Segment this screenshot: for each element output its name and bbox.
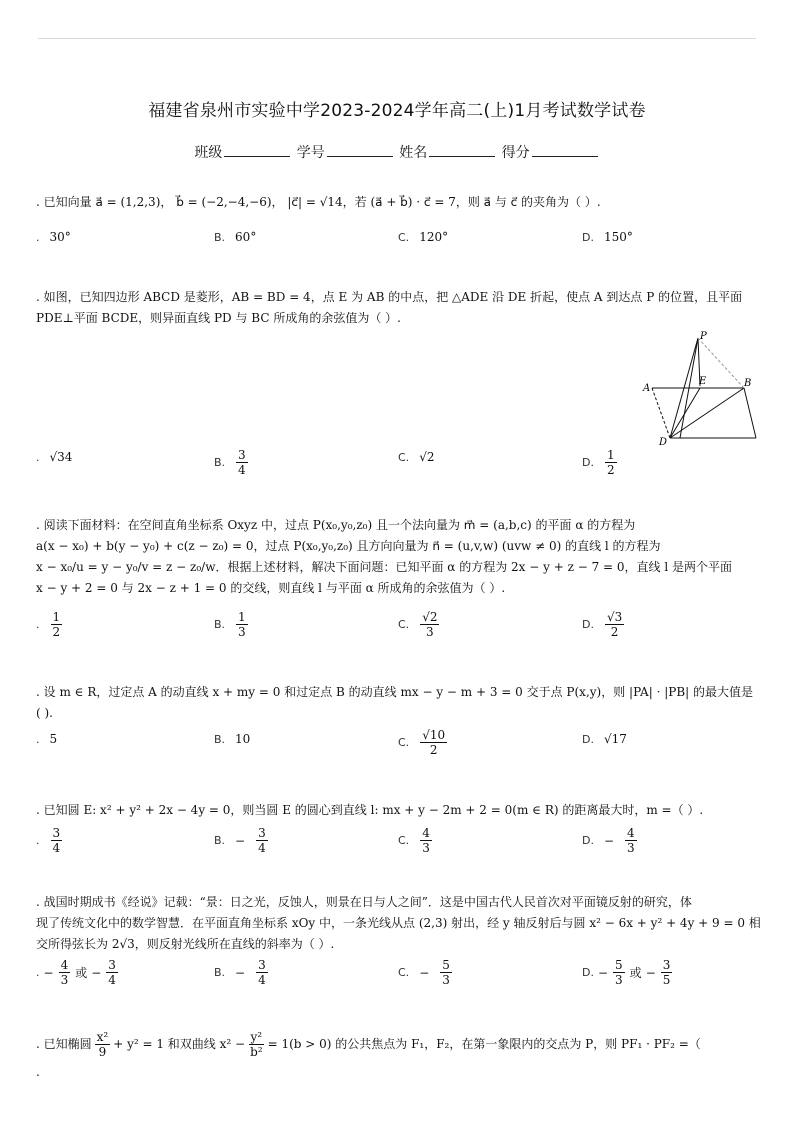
question-7-line-2: .	[36, 1065, 40, 1079]
option-label: C.	[398, 230, 410, 244]
option-a[interactable]	[36, 826, 63, 855]
question-6-options	[36, 958, 776, 994]
question-5-options	[36, 826, 776, 862]
question-6-line-3: 交所得弦长为 2√3，则反射光线所在直线的斜率为（ ）.	[36, 937, 335, 951]
option-label: D.	[582, 834, 594, 847]
option-b[interactable]	[214, 610, 249, 639]
option-a[interactable]	[36, 732, 57, 746]
option-fraction: $\frac{4}{3}$	[422, 826, 430, 855]
option-d[interactable]	[582, 826, 638, 855]
option-sign: −	[603, 833, 615, 848]
option-fraction: $\frac{3}{5}$	[662, 958, 671, 987]
question-7-continuation	[36, 1062, 40, 1083]
question-7	[36, 1030, 701, 1059]
point-label-p: P	[700, 331, 707, 342]
student-number-label: 学号	[296, 145, 325, 161]
question-6	[36, 892, 761, 955]
option-sign: −	[43, 965, 54, 980]
page-title: 福建省泉州市实验中学2023-2024学年高二(上)1月考试数学试卷	[148, 101, 646, 121]
question-4-options	[36, 728, 776, 764]
option-fraction: $\frac{1}{2}$	[606, 448, 615, 477]
name-blank[interactable]	[429, 144, 495, 157]
option-label: D.	[582, 618, 594, 631]
option-value: √34	[49, 450, 73, 464]
option-d[interactable]	[582, 448, 618, 477]
question-1-text: . 已知向量 a⃗ = (1,2,3)， b⃗ = (−2,−4,−6)， |c⃗| = √14，若 (a⃗ + b⃗) · c⃗ = 7，则 a⃗ 与 c⃗ 的夹角为（ ）.	[36, 195, 601, 209]
option-a[interactable]	[36, 450, 72, 464]
option-label: C.	[398, 450, 410, 464]
ellipse-fraction: $\frac{\text{x²}}{9}$	[96, 1030, 109, 1059]
option-sign: −	[235, 965, 246, 980]
option-value: 10	[235, 732, 251, 746]
score-blank[interactable]	[532, 144, 598, 157]
option-label: .	[36, 450, 40, 464]
option-sign: −	[235, 833, 246, 848]
option-label: .	[36, 230, 40, 244]
question-5	[36, 800, 703, 821]
option-label: .	[36, 966, 40, 979]
class-blank[interactable]	[224, 144, 290, 157]
option-c[interactable]	[398, 728, 448, 757]
question-3-options	[36, 610, 776, 646]
student-number-blank[interactable]	[327, 144, 393, 157]
option-fraction: $\frac{1}{3}$	[238, 610, 246, 639]
option-b[interactable]	[214, 826, 269, 855]
option-value: √2	[419, 450, 435, 464]
option-d[interactable]	[582, 732, 627, 746]
option-c[interactable]	[398, 826, 433, 855]
option-a[interactable]	[36, 958, 119, 987]
option-label: B.	[214, 732, 226, 746]
question-7-pre: . 已知椭圆	[36, 1037, 92, 1051]
option-c[interactable]	[398, 610, 440, 639]
option-label: D.	[582, 732, 594, 746]
option-fraction: $\frac{5}{3}$	[615, 958, 623, 987]
point-label-e: E	[699, 376, 707, 387]
option-value: 120°	[419, 230, 449, 244]
option-d[interactable]	[582, 230, 633, 244]
class-label: 班级	[194, 145, 223, 161]
option-value: 30°	[49, 230, 71, 244]
question-3-line-4: x − y + 2 = 0 与 2x − z + 1 = 0 的交线，则直线 l 与平面 α 所成角的余弦值为（ ）.	[36, 581, 506, 595]
option-fraction: $\frac{5}{3}$	[442, 958, 450, 987]
option-a[interactable]	[36, 610, 63, 639]
or-word: 或	[75, 966, 88, 980]
question-2-options	[36, 448, 776, 484]
option-fraction: $\frac{3}{4}$	[258, 958, 266, 987]
student-info-line	[0, 142, 794, 162]
option-sign: −	[597, 965, 609, 980]
header-rule	[38, 38, 756, 39]
question-2-line-1: . 如图，已知四边形 ABCD 是菱形，AB = BD = 4，点 E 为 AB 的中点，把 △ADE 沿 DE 折起，使点 A 到达点 P 的位置，且平面	[36, 290, 743, 304]
option-d[interactable]	[582, 610, 625, 639]
option-label: B.	[214, 618, 226, 631]
option-value: √17	[603, 732, 627, 746]
question-1-options	[36, 230, 776, 266]
option-b[interactable]	[214, 448, 249, 477]
question-2-line-2: PDE⊥平面 BCDE，则异面直线 PD 与 BC 所成角的余弦值为（ ）.	[36, 311, 401, 325]
option-b[interactable]	[214, 732, 250, 746]
question-4	[36, 682, 753, 724]
point-label-a: A	[643, 383, 651, 394]
hyperbola-fraction: $\frac{\text{y²}}{\text{b²}}$	[250, 1030, 263, 1059]
option-fraction: $\frac{√2}{3}$	[422, 610, 438, 639]
option-sign: −	[645, 965, 656, 980]
option-label: B.	[214, 456, 226, 469]
option-fraction: $\frac{4}{3}$	[60, 958, 69, 987]
option-label: B.	[214, 966, 226, 979]
question-4-line-2: ( ).	[36, 706, 53, 720]
option-label: B.	[214, 834, 226, 847]
option-fraction: $\frac{3}{4}$	[52, 826, 61, 855]
option-label: C.	[398, 966, 410, 979]
score-label: 得分	[501, 145, 530, 161]
option-label: C.	[398, 618, 410, 631]
option-fraction: $\frac{3}{4}$	[238, 448, 246, 477]
option-label: D.	[582, 230, 594, 244]
option-value: 150°	[603, 230, 633, 244]
question-4-line-1: . 设 m ∈ R，过定点 A 的动直线 x + my = 0 和过定点 B 的动直线 mx − y − m + 3 = 0 交于点 P(x,y)，则 |PA| · |PB| 的最大值是	[36, 685, 753, 699]
option-value: 60°	[235, 230, 257, 244]
option-c[interactable]	[398, 230, 448, 244]
question-6-line-2: 现了传统文化中的数学智慧．在平面直角坐标系 xOy 中，一条光线从点 (2,3) 射出，经 y 轴反射后与圆 x² − 6x + y² + 4y + 9 = 0 相	[36, 916, 761, 930]
question-3-line-1: . 阅读下面材料：在空间直角坐标系 Oxyz 中，过点 P(x₀,y₀,z₀) 且一个法向量为 m⃗ = (a,b,c) 的平面 α 的方程为	[36, 518, 636, 532]
question-3	[36, 515, 732, 599]
point-label-b: B	[744, 378, 752, 389]
option-a[interactable]	[36, 230, 71, 244]
option-label: D.	[582, 456, 594, 469]
option-c[interactable]	[398, 450, 434, 464]
option-label: C.	[398, 834, 410, 847]
option-label: .	[36, 834, 40, 847]
question-2	[36, 287, 742, 329]
option-sign: −	[419, 965, 430, 980]
option-fraction: $\frac{3}{4}$	[108, 958, 116, 987]
option-d[interactable]	[582, 958, 673, 987]
option-fraction: $\frac{√10}{2}$	[422, 728, 446, 757]
name-label: 姓名	[399, 145, 428, 161]
option-label: C.	[398, 736, 410, 749]
or-word: 或	[629, 966, 642, 980]
option-label: .	[36, 732, 40, 746]
option-label: B.	[214, 230, 226, 244]
option-label: .	[36, 618, 40, 631]
option-c[interactable]	[398, 958, 453, 987]
question-6-line-1: . 战国时期成书《经说》记载：“景：日之光，反蚀人，则景在日与人之间”．这是中国古代人民首次对平面镜反射的研究，体	[36, 895, 692, 909]
question-1	[36, 192, 601, 213]
option-sign: −	[91, 965, 102, 980]
option-value: 5	[49, 732, 58, 746]
question-7-mid-1: + y² = 1 和双曲线 x² −	[113, 1037, 246, 1051]
option-b[interactable]	[214, 230, 256, 244]
point-label-d: D	[659, 437, 668, 448]
option-fraction: $\frac{1}{2}$	[52, 610, 61, 639]
option-b[interactable]	[214, 958, 269, 987]
option-label: D.	[582, 966, 594, 979]
question-5-text: . 已知圆 E: x² + y² + 2x − 4y = 0，则当圆 E 的圆心到直线 l: mx + y − 2m + 2 = 0(m ∈ R) 的距离最大时，m =（ ）.	[36, 803, 704, 817]
option-fraction: $\frac{4}{3}$	[627, 826, 635, 855]
folded-rhombus-figure	[640, 330, 762, 450]
question-7-mid-2: = 1(b > 0) 的公共焦点为 F₁，F₂，在第一象限内的交点为 P，则 PF₁ · PF₂ =（	[267, 1037, 701, 1051]
option-fraction: $\frac{√3}{2}$	[606, 610, 623, 639]
option-fraction: $\frac{3}{4}$	[258, 826, 266, 855]
question-3-line-2: a(x − x₀) + b(y − y₀) + c(z − z₀) = 0，过点 P(x₀,y₀,z₀) 且方向向量为 n⃗ = (u,v,w) (uvw ≠ 0) 的直线 l 的方程为	[36, 539, 661, 553]
question-3-line-3: x − x₀/u = y − y₀/v = z − z₀/w．根据上述材料，解决下面问题：已知平面 α 的方程为 2x − y + z − 7 = 0，直线 l 是两个平面	[36, 560, 733, 574]
